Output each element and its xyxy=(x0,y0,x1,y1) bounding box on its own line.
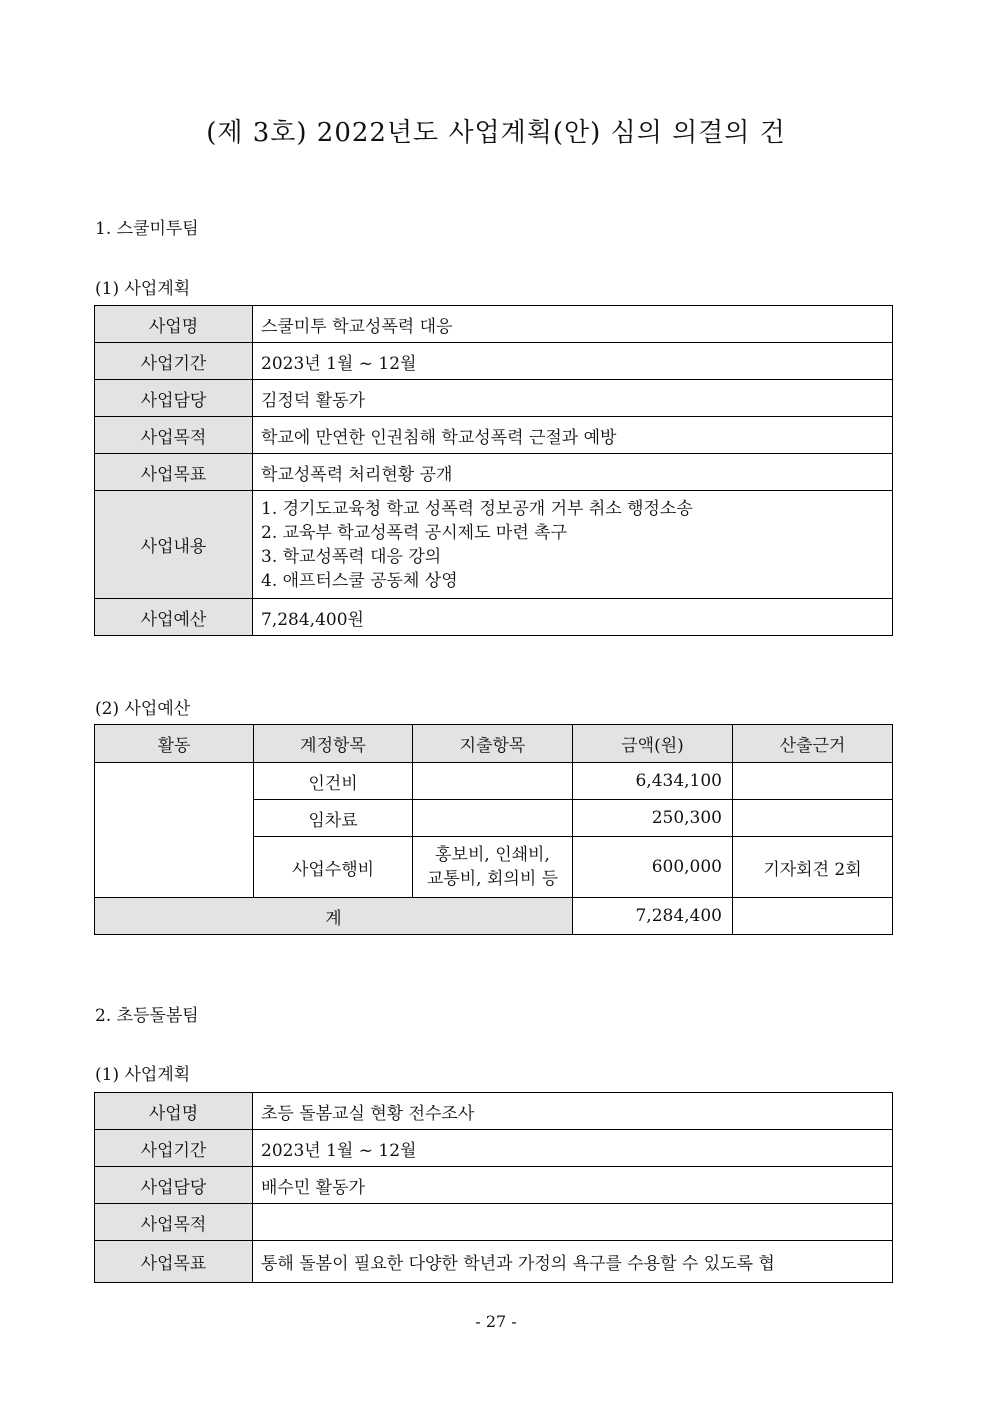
account-cell: 임차료 xyxy=(254,800,413,837)
table-row xyxy=(95,1167,893,1204)
section1-budget-heading: (2) 사업예산 xyxy=(95,699,191,719)
section2-plan-table xyxy=(94,1092,893,1283)
row-label: 사업기간 xyxy=(95,1130,253,1167)
row-value xyxy=(253,1204,893,1241)
column-header: 지출항목 xyxy=(413,725,573,763)
table-row xyxy=(95,1130,893,1167)
expense-cell xyxy=(413,800,573,837)
row-label: 사업목적 xyxy=(95,1204,253,1241)
table-row xyxy=(95,343,893,380)
column-header: 계정항목 xyxy=(254,725,413,763)
row-value: 배수민 활동가 xyxy=(253,1167,893,1204)
row-value: 학교에 만연한 인권침해 학교성폭력 근절과 예방 xyxy=(253,417,893,454)
row-label: 사업내용 xyxy=(95,491,253,599)
column-header: 활동 xyxy=(95,725,254,763)
section2-heading: 2. 초등돌봄팀 xyxy=(95,1006,199,1026)
activity-cell xyxy=(95,763,254,898)
account-cell: 사업수행비 xyxy=(254,837,413,898)
total-label: 계 xyxy=(95,898,573,935)
total-row xyxy=(95,898,893,935)
document-title: (제 3호) 2022년도 사업계획(안) 심의 의결의 건 xyxy=(206,118,786,148)
table-row xyxy=(95,306,893,343)
amount-cell: 250,300 xyxy=(573,800,733,837)
row-label: 사업담당 xyxy=(95,380,253,417)
row-value: 2023년 1월 ~ 12월 xyxy=(253,1130,893,1167)
row-label: 사업목표 xyxy=(95,454,253,491)
section2-plan-heading: (1) 사업계획 xyxy=(95,1065,191,1085)
table-row xyxy=(95,599,893,636)
table-row xyxy=(95,1241,893,1283)
total-amount: 7,284,400 xyxy=(573,898,733,935)
expense-cell xyxy=(413,763,573,800)
table-row xyxy=(95,1093,893,1130)
column-header: 금액(원) xyxy=(573,725,733,763)
amount-cell: 600,000 xyxy=(573,837,733,898)
row-label: 사업담당 xyxy=(95,1167,253,1204)
row-value: 2023년 1월 ~ 12월 xyxy=(253,343,893,380)
row-value: 7,284,400원 xyxy=(253,599,893,636)
row-value: 학교성폭력 처리현황 공개 xyxy=(253,454,893,491)
table-row xyxy=(95,1204,893,1241)
row-label: 사업목표 xyxy=(95,1241,253,1283)
total-basis xyxy=(733,898,893,935)
row-value: 김정덕 활동가 xyxy=(253,380,893,417)
table-row xyxy=(95,763,893,800)
row-label: 사업목적 xyxy=(95,417,253,454)
table-row xyxy=(95,380,893,417)
table-row xyxy=(95,491,893,599)
expense-cell xyxy=(413,837,573,898)
account-cell: 인건비 xyxy=(254,763,413,800)
amount-cell: 6,434,100 xyxy=(573,763,733,800)
row-value: 초등 돌봄교실 현황 전수조사 xyxy=(253,1093,893,1130)
row-label: 사업예산 xyxy=(95,599,253,636)
list-item: 2. 교육부 학교성폭력 공시제도 마련 촉구 xyxy=(261,522,567,543)
section1-budget-table xyxy=(94,724,893,935)
table-row xyxy=(95,454,893,491)
column-header: 산출근거 xyxy=(733,725,893,763)
row-label: 사업기간 xyxy=(95,343,253,380)
basis-cell xyxy=(733,800,893,837)
table-row xyxy=(95,417,893,454)
page-number: - 27 - xyxy=(475,1312,517,1331)
basis-cell xyxy=(733,763,893,800)
list-item: 1. 경기도교육청 학교 성폭력 정보공개 거부 취소 행정소송 xyxy=(261,498,693,519)
row-label: 사업명 xyxy=(95,1093,253,1130)
expense-line: 교통비, 회의비 등 xyxy=(426,869,559,889)
row-label: 사업명 xyxy=(95,306,253,343)
row-value: 스쿨미투 학교성폭력 대응 xyxy=(253,306,893,343)
expense-line: 홍보비, 인쇄비, xyxy=(435,845,550,865)
table-header-row xyxy=(95,725,893,763)
section1-heading: 1. 스쿨미투팀 xyxy=(95,219,199,239)
content-list xyxy=(253,491,893,599)
list-item: 3. 학교성폭력 대응 강의 xyxy=(261,546,442,567)
list-item: 4. 애프터스쿨 공동체 상영 xyxy=(261,570,458,591)
row-value: 통해 돌봄이 필요한 다양한 학년과 가정의 욕구를 수용할 수 있도록 협 xyxy=(253,1241,893,1283)
basis-cell: 기자회견 2회 xyxy=(733,837,893,898)
section1-plan-table xyxy=(94,305,893,636)
section1-plan-heading: (1) 사업계획 xyxy=(95,279,191,299)
